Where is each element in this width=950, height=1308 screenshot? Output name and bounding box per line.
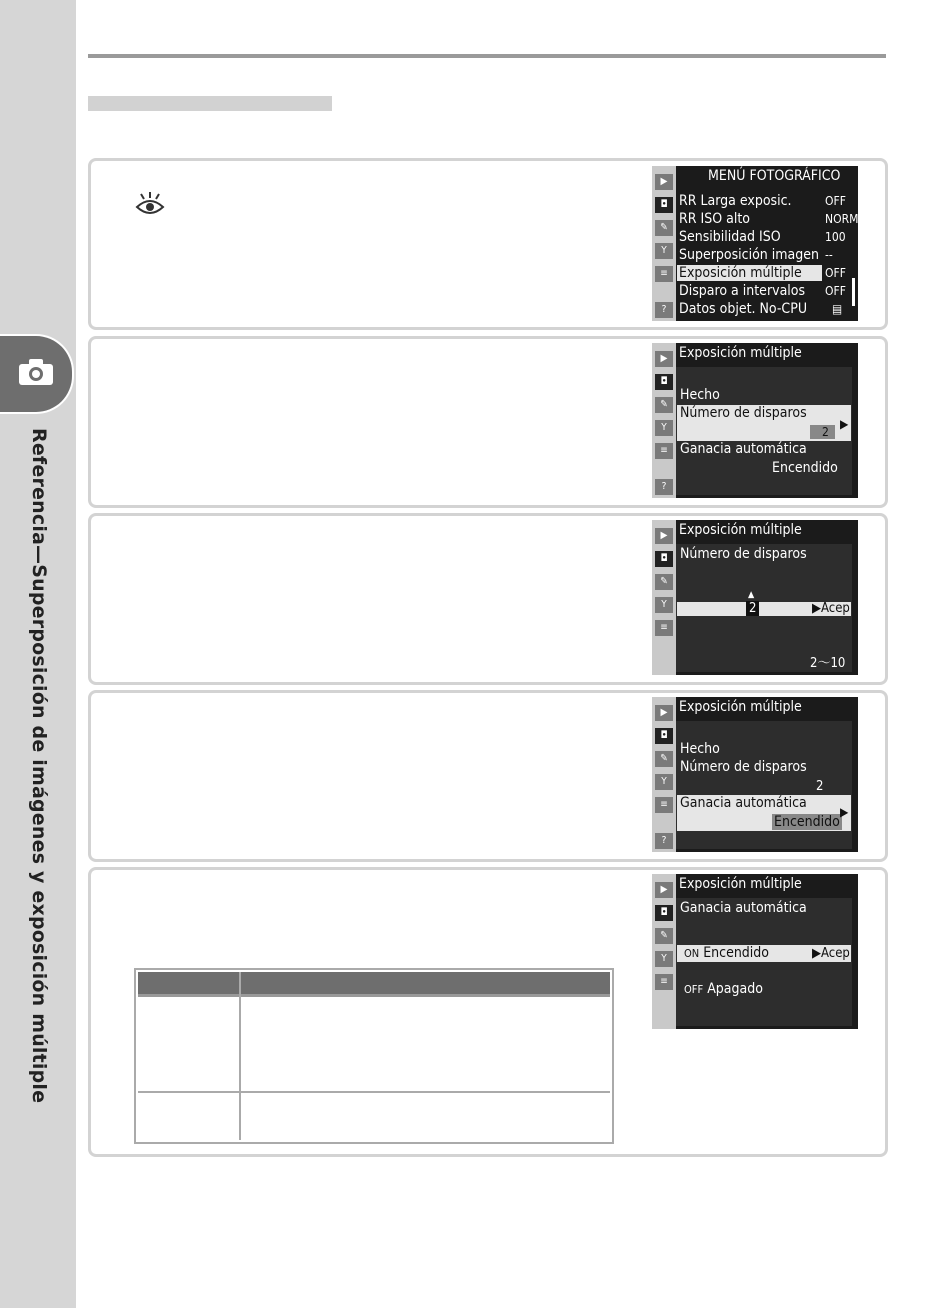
menu-item-gain[interactable]: Ganacia automática bbox=[680, 441, 807, 457]
info-table bbox=[134, 968, 616, 1146]
chapter-tab bbox=[0, 334, 74, 414]
menu-item-value: -- bbox=[825, 248, 833, 262]
shots-value[interactable]: 2 bbox=[746, 601, 759, 616]
accept-label[interactable]: ▶Acep bbox=[812, 946, 850, 961]
help-icon[interactable]: ? bbox=[655, 479, 673, 495]
help-icon[interactable]: ? bbox=[655, 302, 673, 318]
pencil-icon[interactable]: ✎ bbox=[655, 574, 673, 590]
shots-value: 2 bbox=[810, 425, 835, 439]
menu-item-value: OFF bbox=[825, 266, 846, 280]
screen-multiple-exposure-gain bbox=[652, 697, 858, 852]
list-icon[interactable]: ≡ bbox=[655, 443, 673, 459]
list-icon[interactable]: ≡ bbox=[655, 620, 673, 636]
gain-value: Encendido bbox=[772, 460, 838, 476]
menu-item-shots[interactable]: Número de disparos bbox=[680, 759, 807, 775]
playback-icon[interactable]: ▶ bbox=[655, 882, 673, 898]
menu-item-done[interactable]: Hecho bbox=[680, 387, 720, 403]
menu-item-done[interactable]: Hecho bbox=[680, 741, 720, 757]
eye-icon bbox=[135, 191, 165, 219]
gain-value: Encendido bbox=[774, 814, 840, 830]
camera-icon[interactable]: ◘ bbox=[655, 905, 673, 921]
pencil-icon[interactable]: ✎ bbox=[655, 928, 673, 944]
sub-title: Ganacia automática bbox=[680, 900, 807, 916]
playback-icon[interactable]: ▶ bbox=[655, 528, 673, 544]
screen-title: Exposición múltiple bbox=[679, 345, 802, 361]
section-heading-bar bbox=[88, 96, 332, 111]
menu-item[interactable]: RR Larga exposic. bbox=[679, 193, 792, 209]
playback-icon[interactable]: ▶ bbox=[655, 705, 673, 721]
pencil-icon[interactable]: ✎ bbox=[655, 220, 673, 236]
arrow-up-icon: ▲ bbox=[748, 590, 755, 600]
scrollbar[interactable] bbox=[852, 278, 855, 306]
screen-number-of-shots bbox=[652, 520, 858, 675]
wrench-icon[interactable]: Y bbox=[655, 597, 673, 613]
option-on[interactable] bbox=[684, 945, 769, 961]
menu-item[interactable]: Superposición imagen bbox=[679, 247, 820, 263]
wrench-icon[interactable]: Y bbox=[655, 243, 673, 259]
sub-title: Número de disparos bbox=[680, 546, 807, 562]
camera-icon[interactable]: ◘ bbox=[655, 374, 673, 390]
screen-photo-menu bbox=[652, 166, 858, 321]
off-label: Apagado bbox=[707, 981, 763, 997]
list-icon[interactable]: ≡ bbox=[655, 974, 673, 990]
menu-title: MENÚ FOTOGRÁFICO bbox=[708, 168, 841, 184]
off-tag: OFF bbox=[684, 983, 704, 996]
list-icon[interactable]: ≡ bbox=[655, 797, 673, 813]
pencil-icon[interactable]: ✎ bbox=[655, 751, 673, 767]
menu-item[interactable]: Exposición múltiple bbox=[679, 265, 802, 281]
menu-item[interactable]: Disparo a intervalos bbox=[679, 283, 806, 299]
playback-icon[interactable]: ▶ bbox=[655, 351, 673, 367]
on-tag: ON bbox=[684, 947, 700, 960]
wrench-icon[interactable]: Y bbox=[655, 420, 673, 436]
wrench-icon[interactable]: Y bbox=[655, 774, 673, 790]
pencil-icon[interactable]: ✎ bbox=[655, 397, 673, 413]
menu-item-value: NORM bbox=[825, 212, 858, 226]
chevron-right-icon: ▶ bbox=[840, 417, 849, 431]
menu-item-value: OFF bbox=[825, 194, 846, 208]
data-list-icon: ▤ bbox=[832, 302, 843, 316]
option-off[interactable] bbox=[684, 981, 763, 997]
camera-icon[interactable]: ◘ bbox=[655, 728, 673, 744]
accept-label[interactable]: ▶Acep bbox=[812, 601, 850, 616]
screen-multiple-exposure bbox=[652, 343, 858, 498]
screen-panel bbox=[676, 898, 852, 1026]
camera-icon[interactable]: ◘ bbox=[655, 197, 673, 213]
menu-item-value: 100 bbox=[825, 230, 846, 244]
menu-item[interactable]: RR ISO alto bbox=[679, 211, 750, 227]
on-label: Encendido bbox=[703, 945, 770, 961]
help-icon[interactable]: ? bbox=[655, 833, 673, 849]
camera-icon bbox=[18, 358, 54, 386]
list-icon[interactable]: ≡ bbox=[655, 266, 673, 282]
camera-icon[interactable]: ◘ bbox=[655, 551, 673, 567]
playback-icon[interactable]: ▶ bbox=[655, 174, 673, 190]
menu-item-gain[interactable]: Ganacia automática bbox=[680, 795, 807, 811]
menu-item[interactable]: Datos objet. No-CPU bbox=[679, 301, 808, 317]
screen-title: Exposición múltiple bbox=[679, 876, 802, 892]
chapter-title: Referencia—Superposición de imágenes y exposición múltiple bbox=[28, 428, 50, 1104]
screen-auto-gain bbox=[652, 874, 858, 1029]
range-label: 2～10 bbox=[810, 656, 846, 671]
menu-item[interactable]: Sensibilidad ISO bbox=[679, 229, 781, 245]
wrench-icon[interactable]: Y bbox=[655, 951, 673, 967]
chevron-right-icon: ▶ bbox=[840, 805, 849, 819]
header-rule bbox=[88, 54, 886, 58]
screen-title: Exposición múltiple bbox=[679, 522, 802, 538]
screen-title: Exposición múltiple bbox=[679, 699, 802, 715]
menu-item-shots[interactable]: Número de disparos bbox=[680, 405, 807, 421]
shots-value: 2 bbox=[816, 779, 824, 794]
menu-item-value: OFF bbox=[825, 284, 846, 298]
